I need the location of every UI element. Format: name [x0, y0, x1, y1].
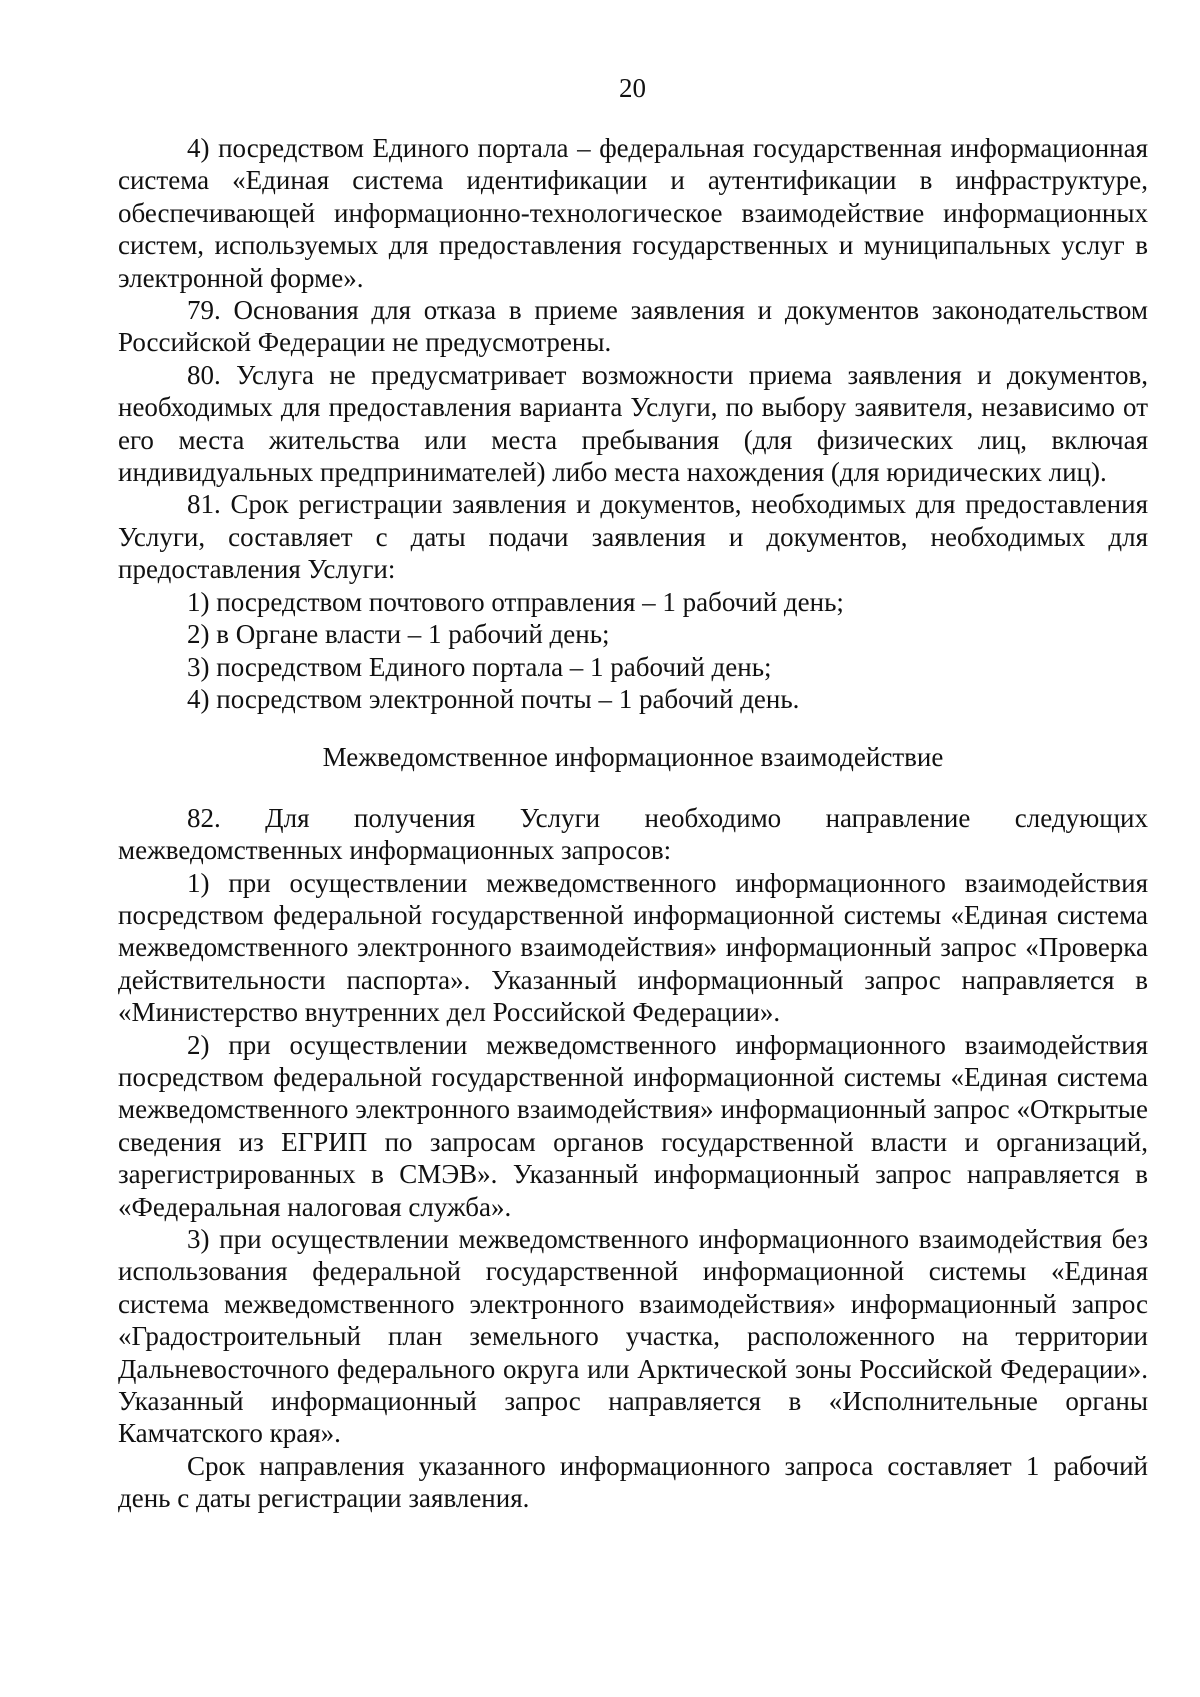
document-body — [118, 132, 1148, 1515]
paragraph-80: 80. Услуга не предусматривает возможности приема заявления и документов, необходимых для предоставления варианта Услуги, по выбору заявителя, независимо от его места жительства или места пребывания (для физических лиц, включая индивидуальных предпринимателей) либо места нахождения (для юридических лиц). — [118, 359, 1148, 488]
list-item: 1) посредством почтового отправления – 1 рабочий день; — [187, 586, 844, 617]
paragraph-79: 79. Основания для отказа в приеме заявления и документов законодательством Российской Федерации не предусмотрены. — [118, 295, 1148, 358]
paragraph-82: 82. Для получения Услуги необходимо направление следующих межведомственных информационных запросов: — [118, 802, 1148, 866]
paragraph-81: 81. Срок регистрации заявления и документов, необходимых для предоставления Услуги, составляет с даты подачи заявления и документов, необходимых для предоставления Услуги: — [118, 489, 1148, 585]
page-number: 20 — [619, 73, 646, 103]
list-item: 2) в Органе власти – 1 рабочий день; — [187, 619, 610, 650]
list-item: 3) посредством Единого портала – 1 рабочий день; — [187, 651, 772, 682]
paragraph-82-3: 3) при осуществлении межведомственного информационного взаимодействия без использования федеральной государственной информационной системы «Единая система межведомственного электронного взаимодействия» информационный запрос «Градостроительный план земельного участка, расположенного на территории Дальневосточного федерального округа или Арктической зоны Российской Федерации». Указанный информационный запрос направляется в «Исполнительные органы Камчатского края». — [118, 1224, 1148, 1449]
paragraph-deadline: Срок направления указанного информационного запроса составляет 1 рабочий день с даты регистрации заявления. — [118, 1450, 1148, 1514]
paragraph-82-1: 1) при осуществлении межведомственного информационного взаимодействия посредством федеральной государственной информационной системы «Единая система межведомственного электронного взаимодействия» информационный запрос «Проверка действительности паспорта». Указанный информационный запрос направляется в «Министерство внутренних дел Российской Федерации». — [118, 867, 1148, 1028]
list-item: 4) посредством электронной почты – 1 рабочий день. — [187, 683, 800, 714]
paragraph-4-portal: 4) посредством Единого портала – федеральная государственная информационная система «Единая система идентификации и аутентификации в инфраструктуре, обеспечивающей информационно-технологическое взаимодействие информационных систем, используемых для предоставления государственных и муниципальных услуг в электронной форме». — [118, 133, 1148, 293]
section-heading: Межведомственное информационное взаимодействие — [322, 742, 944, 773]
paragraph-82-2: 2) при осуществлении межведомственного информационного взаимодействия посредством федеральной государственной информационной системы «Единая система межведомственного электронного взаимодействия» информационный запрос «Открытые сведения из ЕГРИП по запросам органов государственной власти и организаций, зарегистрированных в СМЭВ». Указанный информационный запрос направляется в «Федеральная налоговая служба». — [118, 1029, 1148, 1222]
